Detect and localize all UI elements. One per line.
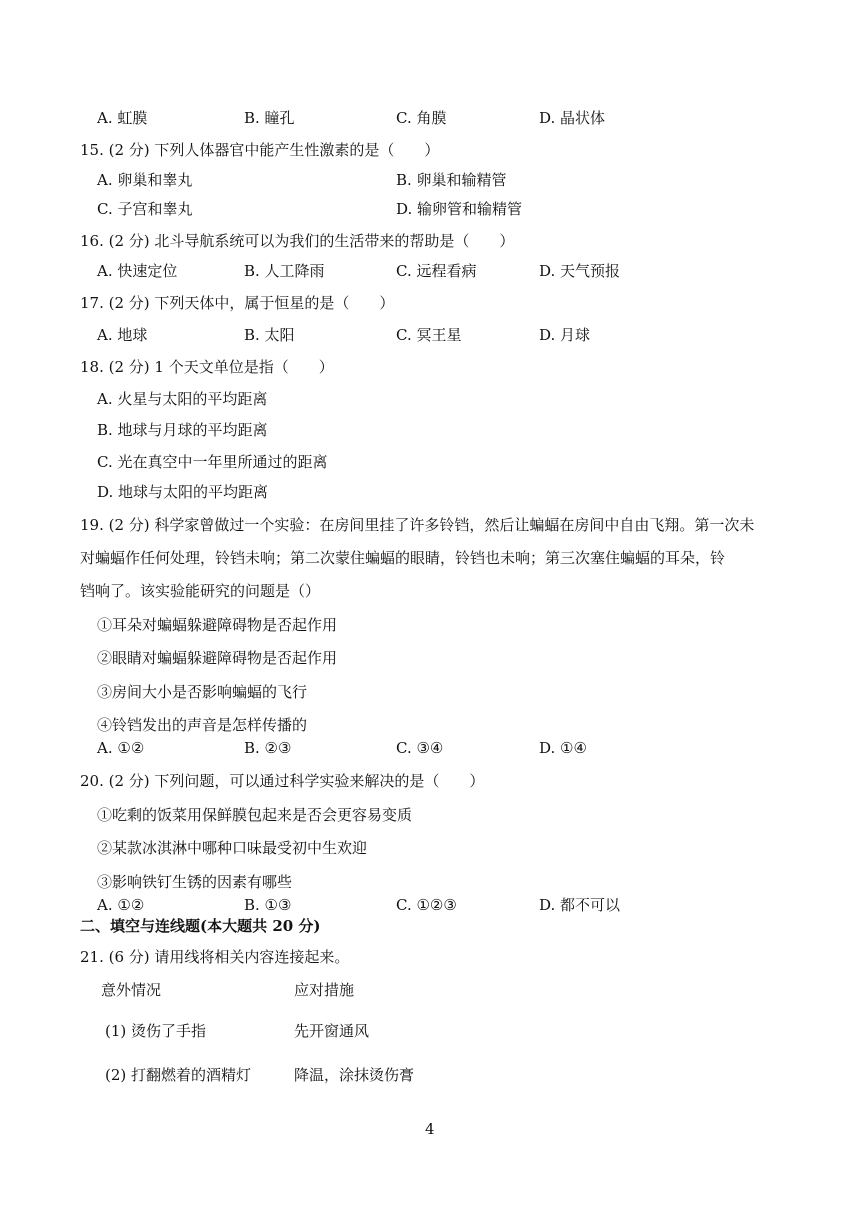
q21-column-header-measure: 应对措施 xyxy=(294,981,355,999)
q16-option-a: A. 快速定位 xyxy=(97,262,178,280)
q17-option-b: B. 太阳 xyxy=(244,326,295,344)
q20-statement-2: ②某款冰淇淋中哪种口味最受初中生欢迎 xyxy=(97,839,368,857)
q16-option-d: D. 天气预报 xyxy=(539,262,621,280)
q19-statement-4: ④铃铛发出的声音是怎样传播的 xyxy=(97,716,308,734)
q20-option-c: C. ①②③ xyxy=(396,896,457,914)
q21-situation-1: (1) 烫伤了手指 xyxy=(105,1022,207,1040)
q15-option-a: A. 卵巢和睾丸 xyxy=(97,171,193,189)
q21-measure-2: 降温，涂抹烫伤膏 xyxy=(294,1066,415,1084)
q19-statement-2: ②眼睛对蝙蝠躲避障碍物是否起作用 xyxy=(97,649,338,667)
page-number: 4 xyxy=(425,1120,435,1138)
q17-option-a: A. 地球 xyxy=(97,326,148,344)
q16-option-c: C. 远程看病 xyxy=(396,262,477,280)
q21-situation-2: (2) 打翻燃着的酒精灯 xyxy=(105,1066,252,1084)
q14-option-d: D. 晶状体 xyxy=(539,109,606,127)
q17-stem: 17. (2 分) 下列天体中，属于恒星的是（ ） xyxy=(80,294,395,312)
q14-option-c: C. 角膜 xyxy=(396,109,447,127)
q19-stem-line-1: 19. (2 分) 科学家曾做过一个实验：在房间里挂了许多铃铛，然后让蝙蝠在房间中自由飞翔。第一次未 xyxy=(80,516,755,534)
q19-statement-1: ①耳朵对蝙蝠躲避障碍物是否起作用 xyxy=(97,616,338,634)
q15-stem: 15. (2 分) 下列人体器官中能产生性激素的是（ ） xyxy=(80,141,440,159)
q16-option-b: B. 人工降雨 xyxy=(244,262,325,280)
q20-option-a: A. ①② xyxy=(97,896,145,914)
q16-stem: 16. (2 分) 北斗导航系统可以为我们的生活带来的帮助是（ ） xyxy=(80,232,515,250)
q19-option-b: B. ②③ xyxy=(244,739,292,757)
q20-option-d: D. 都不可以 xyxy=(539,896,621,914)
q21-stem: 21. (6 分) 请用线将相关内容连接起来。 xyxy=(80,948,350,966)
q19-stem-line-2: 对蝙蝠作任何处理，铃铛未响；第二次蒙住蝙蝠的眼睛，铃铛也未响；第三次塞住蝙蝠的耳朵，铃 xyxy=(80,549,726,567)
q19-option-d: D. ①④ xyxy=(539,739,587,757)
q20-option-b: B. ①③ xyxy=(244,896,292,914)
q19-statement-3: ③房间大小是否影响蝙蝠的飞行 xyxy=(97,683,308,701)
q21-measure-1: 先开窗通风 xyxy=(294,1022,370,1040)
q14-option-a: A. 虹膜 xyxy=(97,109,148,127)
q17-option-c: C. 冥王星 xyxy=(396,326,462,344)
q18-option-b: B. 地球与月球的平均距离 xyxy=(97,421,268,439)
q15-option-c: C. 子宫和睾丸 xyxy=(97,200,193,218)
q18-option-d: D. 地球与太阳的平均距离 xyxy=(97,483,269,501)
q15-option-b: B. 卵巢和输精管 xyxy=(396,171,507,189)
q19-option-a: A. ①② xyxy=(97,739,145,757)
q17-option-d: D. 月球 xyxy=(539,326,591,344)
q14-option-b: B. 瞳孔 xyxy=(244,109,295,127)
q20-stem: 20. (2 分) 下列问题，可以通过科学实验来解决的是（ ） xyxy=(80,772,485,790)
q19-option-c: C. ③④ xyxy=(396,739,444,757)
q15-option-d: D. 输卵管和输精管 xyxy=(396,200,523,218)
q19-stem-line-3: 铛响了。该实验能研究的问题是（） xyxy=(80,582,321,600)
section-heading: 二、填空与连线题(本大题共 20 分) xyxy=(80,917,321,935)
q18-option-c: C. 光在真空中一年里所通过的距离 xyxy=(97,453,328,471)
q20-statement-1: ①吃剩的饭菜用保鲜膜包起来是否会更容易变质 xyxy=(97,806,413,824)
q18-option-a: A. 火星与太阳的平均距离 xyxy=(97,390,268,408)
q20-statement-3: ③影响铁钉生锈的因素有哪些 xyxy=(97,873,293,891)
q21-column-header-situation: 意外情况 xyxy=(101,981,162,999)
q18-stem: 18. (2 分) 1 个天文单位是指（ ） xyxy=(80,358,334,376)
